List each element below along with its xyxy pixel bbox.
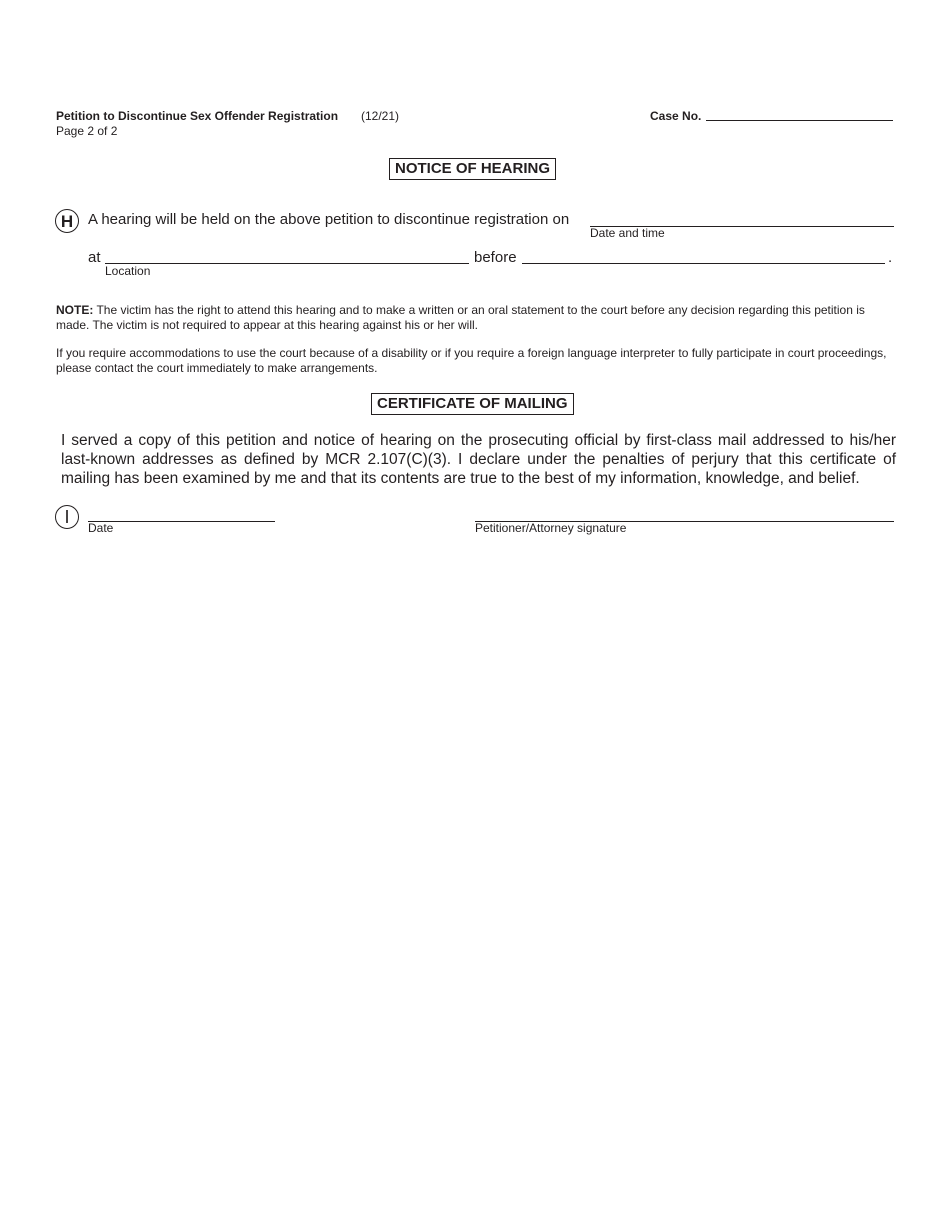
period-mark: . [888,249,893,266]
notice-of-hearing-title: NOTICE OF HEARING [389,158,556,180]
location-caption: Location [105,264,151,278]
hearing-before-field[interactable] [522,263,885,264]
victim-note [56,303,894,332]
certificate-of-mailing-title: CERTIFICATE OF MAILING [371,393,574,415]
hearing-location-field[interactable] [105,263,469,264]
section-h-marker-icon: H [55,209,79,233]
section-i-marker-icon: I [55,505,79,529]
page-number: Page 2 of 2 [56,124,118,138]
at-label: at [88,249,101,266]
note-text: The victim has the right to attend this hearing and to make a written or an oral statement to the court before any decision regarding this petition is made. The victim is not required to appear at this hearing against his or her will. [56,303,865,332]
accommodations-notice: If you require accommodations to use the court because of a disability or if you require a foreign language interpreter to fully participate in court proceedings, please contact the court immediately to make arrangements. [56,346,887,375]
mailing-date-field[interactable] [88,521,275,522]
form-revision-date: (12/21) [361,109,400,123]
form-title: Petition to Discontinue Sex Offender Registration [56,109,339,123]
hearing-sentence: A hearing will be held on the above petition to discontinue registration on [88,211,570,228]
certificate-text: I served a copy of this petition and notice of hearing on the prosecuting official by first-class mail addressed to his/her last-known addresses as defined by MCR 2.107(C)(3). I declare under the penalties of perjury that this certificate of mailing has been examined by me and that its contents are true to the best of my information, knowledge, and belief. [61,432,896,487]
note-label: NOTE: [56,303,94,317]
before-label: before [474,249,517,266]
datetime-caption: Date and time [590,226,665,240]
case-number-field[interactable] [706,120,893,121]
case-number-label: Case No. [650,109,702,123]
form-header [56,109,894,141]
signature-caption: Petitioner/Attorney signature [475,521,627,535]
date-caption: Date [88,521,114,535]
